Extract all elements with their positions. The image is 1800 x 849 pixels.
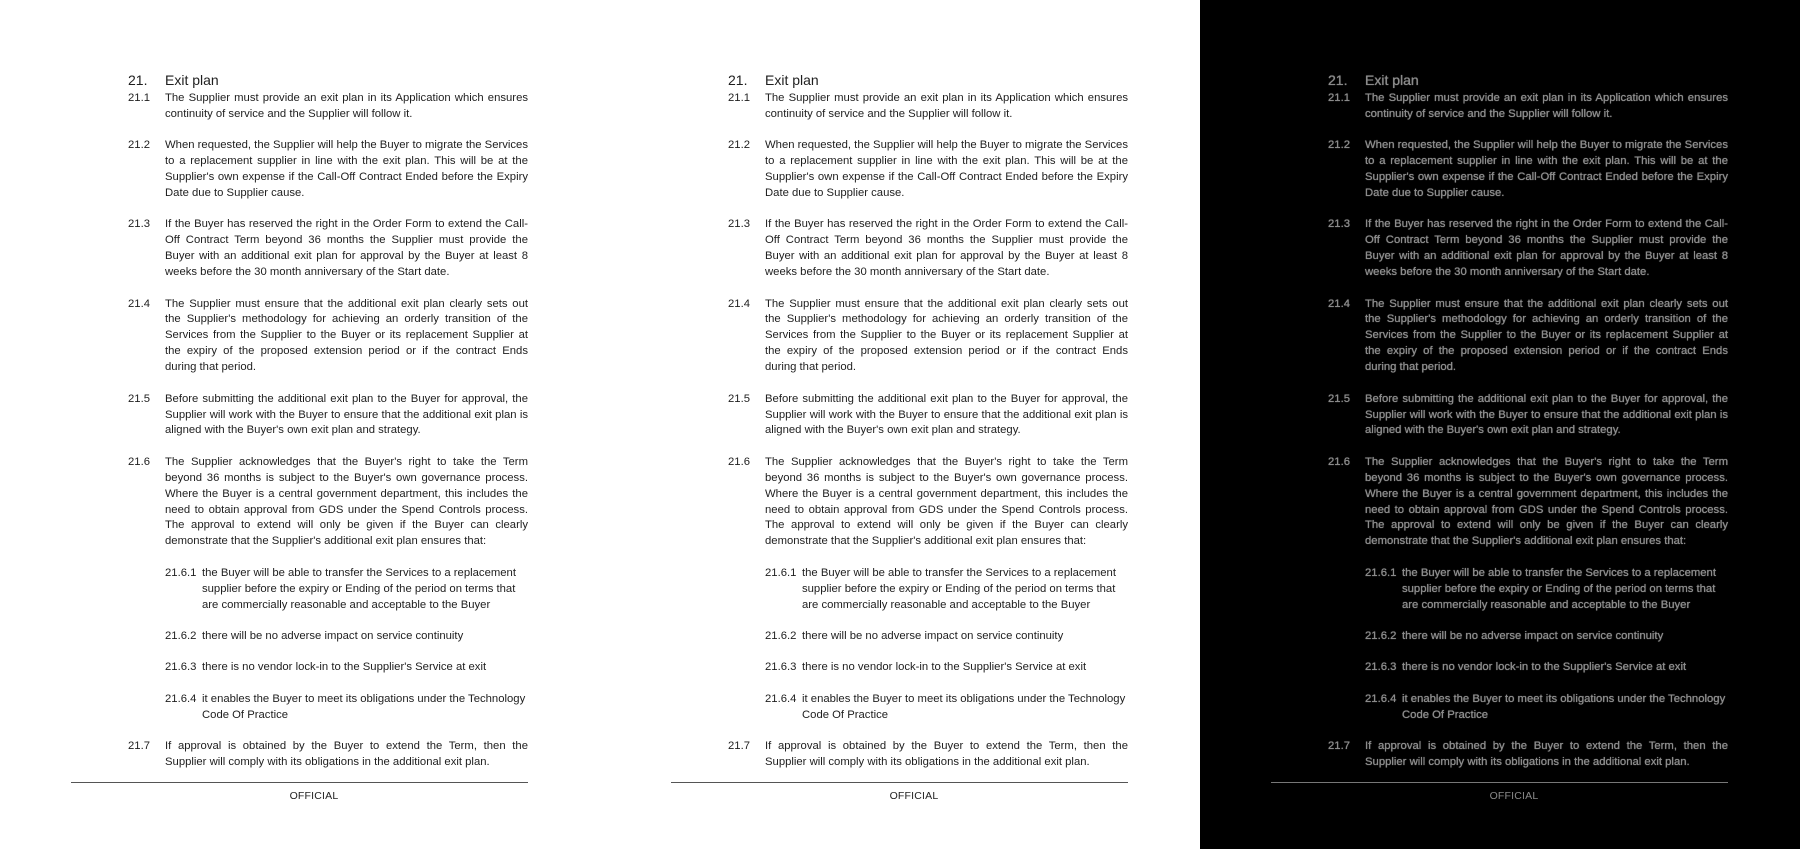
clause-text: The Supplier must ensure that the additional exit plan clearly sets out the Supplier's methodology for achieving an orderly transition of the Services from the Supplier to the Buyer or its replacement Supplier at the expiry of the proposed extension period or if the contract Ends during that period. (1365, 297, 1728, 374)
clause-21-5 (1328, 392, 1728, 440)
subclause-text: there is no vendor lock-in to the Supplier's Service at exit (1402, 661, 1687, 674)
section-heading (1328, 71, 1728, 89)
subclause-text: the Buyer will be able to transfer the Services to a replacement supplier before the expiry or Ending of the period on terms that are commercially reasonable and acceptable to the Buyer (202, 566, 516, 611)
clause-21-2 (728, 138, 1128, 202)
clause-21-4 (128, 297, 528, 377)
clause-text: The Supplier acknowledges that the Buyer's right to take the Term beyond 36 months is subject to the Buyer's own governance process. Where the Buyer is a central government department, this includes the need to obtain approval from GDS under the Spend Controls process. The approval to extend will only be given if the Buyer can clearly demonstrate that the Supplier's additional exit plan ensures that: (165, 455, 528, 548)
footer-classification: OFFICIAL (889, 790, 939, 802)
subclause-text: there will be no adverse impact on service continuity (1402, 629, 1664, 642)
subclause-21-6-2 (765, 629, 1128, 645)
clause-number: 21.3 (128, 218, 150, 231)
section-title: Exit plan (765, 72, 819, 88)
subclause-21-6-1 (1365, 566, 1728, 614)
subclause-text: it enables the Buyer to meet its obligations under the Technology Code Of Practice (1402, 692, 1726, 721)
subclause-text: there will be no adverse impact on service continuity (202, 629, 464, 642)
clause-number: 21.7 (128, 740, 150, 753)
section-number: 21. (128, 72, 148, 88)
section-number: 21. (728, 72, 748, 88)
clause-text: If the Buyer has reserved the right in the Order Form to extend the Call-Off Contract Term beyond 36 months the Supplier must provide the Buyer with an additional exit plan for approval by the Buyer at least 8 weeks before the 30 month anniversary of the Start date. (1365, 218, 1728, 279)
clause-21-1 (128, 91, 528, 123)
clause-number: 21.6 (728, 455, 750, 468)
subclause-text: it enables the Buyer to meet its obligations under the Technology Code Of Practice (802, 692, 1126, 721)
subclause-number: 21.6.4 (165, 692, 197, 705)
clause-number: 21.2 (128, 139, 150, 152)
subclause-text: it enables the Buyer to meet its obligations under the Technology Code Of Practice (202, 692, 526, 721)
footer-divider (71, 782, 528, 783)
subclause-text: there is no vendor lock-in to the Supplier's Service at exit (802, 661, 1087, 674)
clause-21-7 (128, 739, 528, 771)
clause-number: 21.6 (1328, 455, 1350, 468)
clause-number: 21.5 (728, 392, 750, 405)
clause-text: The Supplier acknowledges that the Buyer's right to take the Term beyond 36 months is subject to the Buyer's own governance process. Where the Buyer is a central government department, this includes the need to obtain approval from GDS under the Spend Controls process. The approval to extend will only be given if the Buyer can clearly demonstrate that the Supplier's additional exit plan ensures that: (765, 455, 1128, 548)
section-title: Exit plan (165, 72, 219, 88)
subclause-21-6-4 (165, 692, 528, 724)
clause-number: 21.3 (1328, 218, 1350, 231)
subclause-21-6-3 (765, 660, 1128, 676)
clause-21-3 (1328, 217, 1728, 281)
document-page-3-dark (1200, 0, 1800, 849)
subclause-21-6-4 (1365, 692, 1728, 724)
clause-21-3 (128, 217, 528, 281)
clause-text: Before submitting the additional exit plan to the Buyer for approval, the Supplier will work with the Buyer to ensure that the additional exit plan is aligned with the Buyer's own exit plan and strategy. (165, 392, 528, 437)
clause-21-4 (1328, 297, 1728, 377)
clause-number: 21.7 (1328, 740, 1350, 753)
clause-number: 21.1 (728, 92, 750, 104)
subclause-number: 21.6.2 (765, 629, 797, 642)
clause-21-3 (728, 217, 1128, 281)
subclause-number: 21.6.4 (1365, 692, 1397, 705)
subclause-text: there is no vendor lock-in to the Supplier's Service at exit (202, 661, 487, 674)
clause-21-2 (1328, 138, 1728, 202)
clause-number: 21.2 (728, 139, 750, 152)
clause-number: 21.4 (728, 297, 750, 310)
clause-text: The Supplier must provide an exit plan in its Application which ensures continuity of service and the Supplier will follow it. (765, 92, 1128, 120)
clause-text: The Supplier acknowledges that the Buyer's right to take the Term beyond 36 months is subject to the Buyer's own governance process. Where the Buyer is a central government department, this includes the need to obtain approval from GDS under the Spend Controls process. The approval to extend will only be given if the Buyer can clearly demonstrate that the Supplier's additional exit plan ensures that: (1365, 455, 1728, 548)
subclause-number: 21.6.1 (765, 566, 797, 579)
clause-text: When requested, the Supplier will help the Buyer to migrate the Services to a replacement supplier in line with the exit plan. This will be at the Supplier's own expense if the Call-Off Contract Ended before the Expiry Date due to Supplier cause. (765, 139, 1128, 200)
page-text (1328, 71, 1728, 786)
subclause-number: 21.6.3 (765, 661, 797, 674)
clause-text: When requested, the Supplier will help the Buyer to migrate the Services to a replacement supplier in line with the exit plan. This will be at the Supplier's own expense if the Call-Off Contract Ended before the Expiry Date due to Supplier cause. (1365, 139, 1728, 200)
document-page-2 (600, 0, 1200, 849)
subclause-number: 21.6.3 (165, 661, 197, 674)
subclause-21-6-1 (165, 566, 528, 614)
section-number: 21. (1328, 72, 1348, 88)
clause-text: The Supplier must provide an exit plan in its Application which ensures continuity of service and the Supplier will follow it. (165, 92, 528, 120)
clause-21-7 (1328, 739, 1728, 771)
subclause-21-6-2 (1365, 629, 1728, 645)
clause-number: 21.1 (1328, 92, 1350, 104)
subclause-number: 21.6.3 (1365, 661, 1397, 674)
subclause-text: there will be no adverse impact on service continuity (802, 629, 1064, 642)
clause-text: If the Buyer has reserved the right in the Order Form to extend the Call-Off Contract Term beyond 36 months the Supplier must provide the Buyer with an additional exit plan for approval by the Buyer at least 8 weeks before the 30 month anniversary of the Start date. (165, 218, 528, 279)
clause-text: If approval is obtained by the Buyer to extend the Term, then the Supplier will comply with its obligations in the additional exit plan. (765, 740, 1128, 768)
clause-number: 21.4 (1328, 297, 1350, 310)
clause-text: When requested, the Supplier will help the Buyer to migrate the Services to a replacement supplier in line with the exit plan. This will be at the Supplier's own expense if the Call-Off Contract Ended before the Expiry Date due to Supplier cause. (165, 139, 528, 200)
clause-text: If approval is obtained by the Buyer to extend the Term, then the Supplier will comply with its obligations in the additional exit plan. (1365, 740, 1728, 768)
subclause-number: 21.6.1 (165, 566, 197, 579)
subclause-21-6-3 (165, 660, 528, 676)
clause-21-2 (128, 138, 528, 202)
clause-number: 21.3 (728, 218, 750, 231)
clause-text: Before submitting the additional exit plan to the Buyer for approval, the Supplier will work with the Buyer to ensure that the additional exit plan is aligned with the Buyer's own exit plan and strategy. (765, 392, 1128, 437)
clause-21-7 (728, 739, 1128, 771)
clause-21-6 (1328, 455, 1728, 550)
clause-21-5 (728, 392, 1128, 440)
clause-21-5 (128, 392, 528, 440)
footer-classification: OFFICIAL (1489, 790, 1539, 802)
page-text (128, 71, 528, 786)
clause-21-4 (728, 297, 1128, 377)
document-page-1 (0, 0, 600, 849)
clause-text: Before submitting the additional exit plan to the Buyer for approval, the Supplier will work with the Buyer to ensure that the additional exit plan is aligned with the Buyer's own exit plan and strategy. (1365, 392, 1728, 437)
clause-text: If approval is obtained by the Buyer to extend the Term, then the Supplier will comply with its obligations in the additional exit plan. (165, 740, 528, 768)
clause-21-6 (728, 455, 1128, 550)
clause-21-6 (128, 455, 528, 550)
clause-number: 21.7 (728, 740, 750, 753)
section-title: Exit plan (1365, 72, 1419, 88)
subclause-text: the Buyer will be able to transfer the Services to a replacement supplier before the expiry or Ending of the period on terms that are commercially reasonable and acceptable to the Buyer (802, 566, 1116, 611)
subclause-number: 21.6.4 (765, 692, 797, 705)
clause-number: 21.5 (128, 392, 150, 405)
footer-divider (671, 782, 1128, 783)
clause-number: 21.5 (1328, 392, 1350, 405)
clause-text: If the Buyer has reserved the right in the Order Form to extend the Call-Off Contract Term beyond 36 months the Supplier must provide the Buyer with an additional exit plan for approval by the Buyer at least 8 weeks before the 30 month anniversary of the Start date. (765, 218, 1128, 279)
subclause-21-6-2 (165, 629, 528, 645)
clause-text: The Supplier must ensure that the additional exit plan clearly sets out the Supplier's methodology for achieving an orderly transition of the Services from the Supplier to the Buyer or its replacement Supplier at the expiry of the proposed extension period or if the contract Ends during that period. (765, 297, 1128, 374)
clause-text: The Supplier must provide an exit plan in its Application which ensures continuity of service and the Supplier will follow it. (1365, 92, 1728, 120)
subclause-21-6-1 (765, 566, 1128, 614)
page-text (728, 71, 1128, 786)
section-heading (728, 71, 1128, 89)
clause-number: 21.6 (128, 455, 150, 468)
footer-divider (1271, 782, 1728, 783)
section-heading (128, 71, 528, 89)
subclause-21-6-3 (1365, 660, 1728, 676)
subclause-number: 21.6.2 (1365, 629, 1397, 642)
clause-number: 21.4 (128, 297, 150, 310)
subclause-text: the Buyer will be able to transfer the Services to a replacement supplier before the expiry or Ending of the period on terms that are commercially reasonable and acceptable to the Buyer (1402, 566, 1716, 611)
clause-21-1 (728, 91, 1128, 123)
subclause-number: 21.6.1 (1365, 566, 1397, 579)
subclause-21-6-4 (765, 692, 1128, 724)
clause-text: The Supplier must ensure that the additional exit plan clearly sets out the Supplier's methodology for achieving an orderly transition of the Services from the Supplier to the Buyer or its replacement Supplier at the expiry of the proposed extension period or if the contract Ends during that period. (165, 297, 528, 374)
footer-classification: OFFICIAL (289, 790, 339, 802)
subclause-number: 21.6.2 (165, 629, 197, 642)
clause-number: 21.1 (128, 92, 150, 104)
clause-number: 21.2 (1328, 139, 1350, 152)
clause-21-1 (1328, 91, 1728, 123)
